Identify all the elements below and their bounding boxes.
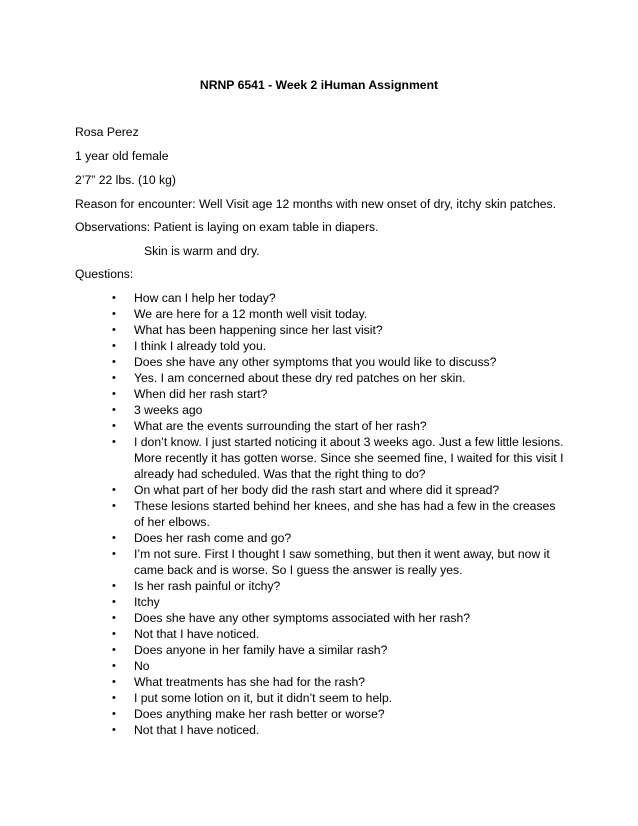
document-title: NRNP 6541 - Week 2 iHuman Assignment bbox=[199, 78, 439, 92]
questions-list bbox=[0, 290, 564, 738]
bullet-icon: • bbox=[112, 596, 116, 608]
bullet-icon: • bbox=[112, 532, 116, 544]
question-text: What has been happening since her last visit? bbox=[134, 323, 383, 337]
bullet-icon: • bbox=[112, 628, 116, 640]
question-item bbox=[0, 370, 564, 386]
question-text: Itchy bbox=[134, 595, 160, 609]
question-item bbox=[0, 674, 564, 690]
question-text: Not that I have noticed. bbox=[134, 627, 260, 641]
patient-measurements: 2’7” 22 lbs. (10 kg) bbox=[75, 173, 176, 187]
bullet-icon: • bbox=[112, 724, 116, 736]
bullet-icon: • bbox=[112, 548, 116, 560]
question-text: What treatments has she had for the rash? bbox=[134, 675, 366, 689]
question-item bbox=[0, 578, 564, 594]
question-text: When did her rash start? bbox=[134, 387, 268, 401]
question-text: Is her rash painful or itchy? bbox=[134, 579, 281, 593]
question-item bbox=[0, 322, 564, 338]
question-item bbox=[0, 658, 564, 674]
question-text: Yes. I am concerned about these dry red patches on her skin. bbox=[134, 371, 466, 385]
bullet-icon: • bbox=[112, 612, 116, 624]
patient-age-sex: 1 year old female bbox=[75, 149, 169, 163]
question-text: These lesions started behind her knees, and she has had a few in the creases of her elbows. bbox=[134, 499, 556, 529]
question-text: Does her rash come and go? bbox=[134, 531, 292, 545]
question-text: I don’t know. I just started noticing it about 3 weeks ago. Just a few little lesions. More recently it has gotten worse. Since she seemed fine, I waited for this visit I already had scheduled. Was that the right thing to do? bbox=[134, 435, 564, 481]
bullet-icon: • bbox=[112, 372, 116, 384]
question-text: We are here for a 12 month well visit today. bbox=[134, 307, 368, 321]
reason-for-encounter: Reason for encounter: Well Visit age 12 months with new onset of dry, itchy skin patches. bbox=[75, 197, 556, 211]
question-item bbox=[0, 498, 564, 530]
bullet-icon: • bbox=[112, 404, 116, 416]
question-text: I put some lotion on it, but it didn’t seem to help. bbox=[134, 691, 393, 705]
question-text: Does she have any other symptoms associated with her rash? bbox=[134, 611, 471, 625]
question-text: I’m not sure. First I thought I saw something, but then it went away, but now it came back and is worse. So I guess the answer is really yes. bbox=[134, 547, 550, 577]
question-text: What are the events surrounding the start of her rash? bbox=[134, 419, 427, 433]
question-item bbox=[0, 642, 564, 658]
question-item bbox=[0, 354, 564, 370]
bullet-icon: • bbox=[112, 580, 116, 592]
question-item bbox=[0, 434, 564, 482]
question-item bbox=[0, 690, 564, 706]
question-text: Does anything make her rash better or worse? bbox=[134, 707, 385, 721]
bullet-icon: • bbox=[112, 436, 116, 448]
question-text: Does she have any other symptoms that you would like to discuss? bbox=[134, 355, 497, 369]
question-text: Does anyone in her family have a similar rash? bbox=[134, 643, 388, 657]
question-text: No bbox=[134, 659, 150, 673]
question-item bbox=[0, 610, 564, 626]
bullet-icon: • bbox=[112, 308, 116, 320]
bullet-icon: • bbox=[112, 644, 116, 656]
question-item bbox=[0, 546, 564, 578]
patient-name: Rosa Perez bbox=[75, 125, 139, 139]
question-item bbox=[0, 290, 564, 306]
bullet-icon: • bbox=[112, 708, 116, 720]
question-text: I think I already told you. bbox=[134, 339, 267, 353]
question-item bbox=[0, 482, 564, 498]
bullet-icon: • bbox=[112, 676, 116, 688]
question-item bbox=[0, 402, 564, 418]
question-text: 3 weeks ago bbox=[134, 403, 203, 417]
bullet-icon: • bbox=[112, 500, 116, 512]
question-text: On what part of her body did the rash start and where did it spread? bbox=[134, 483, 500, 497]
question-item bbox=[0, 306, 564, 322]
bullet-icon: • bbox=[112, 356, 116, 368]
bullet-icon: • bbox=[112, 660, 116, 672]
bullet-icon: • bbox=[112, 692, 116, 704]
bullet-icon: • bbox=[112, 324, 116, 336]
bullet-icon: • bbox=[112, 340, 116, 352]
question-text: Not that I have noticed. bbox=[134, 723, 260, 737]
bullet-icon: • bbox=[112, 292, 116, 304]
question-item bbox=[0, 706, 564, 722]
question-item bbox=[0, 338, 564, 354]
question-item bbox=[0, 530, 564, 546]
question-item bbox=[0, 594, 564, 610]
bullet-icon: • bbox=[112, 388, 116, 400]
question-item bbox=[0, 386, 564, 402]
observations-line: Observations: Patient is laying on exam table in diapers. bbox=[75, 220, 379, 234]
questions-label: Questions: bbox=[75, 267, 134, 281]
question-item bbox=[0, 418, 564, 434]
question-item bbox=[0, 722, 564, 738]
question-item bbox=[0, 626, 564, 642]
bullet-icon: • bbox=[112, 484, 116, 496]
observations-skin: Skin is warm and dry. bbox=[144, 244, 260, 258]
bullet-icon: • bbox=[112, 420, 116, 432]
question-text: How can I help her today? bbox=[134, 291, 276, 305]
